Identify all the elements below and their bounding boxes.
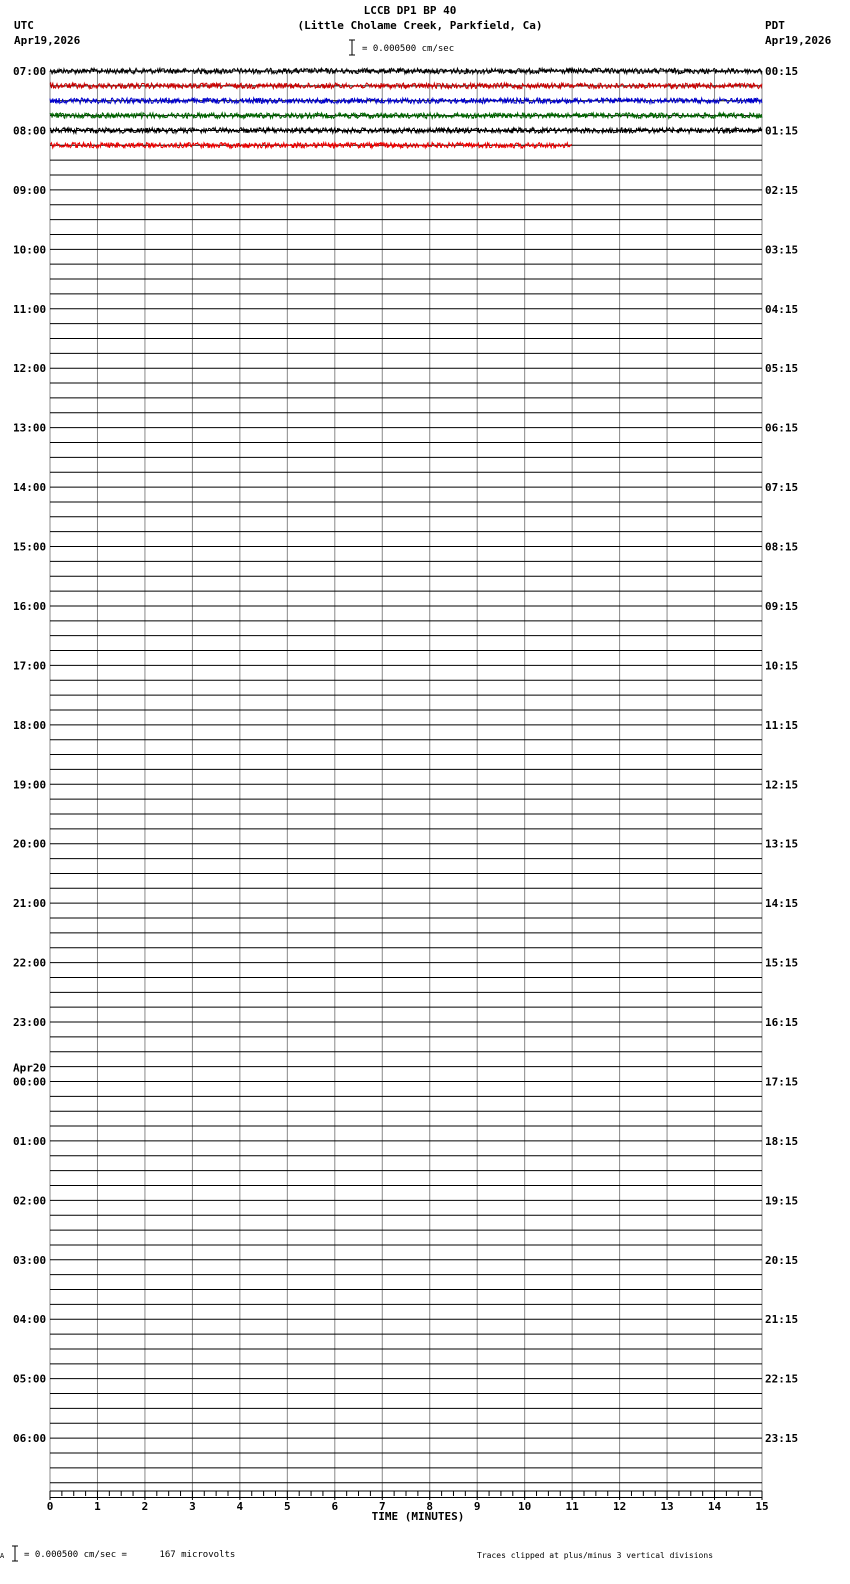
left-time-label: 16:00 — [13, 599, 47, 613]
right-time-label: 03:15 — [765, 243, 799, 257]
right-time-label: 14:15 — [765, 897, 799, 911]
left-time-label: 21:00 — [13, 897, 47, 911]
x-tick-label: 9 — [473, 1500, 481, 1513]
right-time-label: 07:15 — [765, 481, 799, 495]
x-tick-label: 13 — [660, 1500, 674, 1513]
right-time-label: 20:15 — [765, 1253, 799, 1267]
x-tick-label: 15 — [755, 1500, 769, 1513]
left-time-label: 08:00 — [13, 124, 47, 138]
left-time-label: 15:00 — [13, 540, 47, 554]
x-axis-label: TIME (MINUTES) — [371, 1510, 465, 1523]
left-time-label: 06:00 — [13, 1432, 47, 1446]
left-time-label: 05:00 — [13, 1372, 47, 1386]
x-tick-label: 7 — [378, 1500, 386, 1513]
x-tick-label: 4 — [236, 1500, 244, 1513]
right-time-label: 16:15 — [765, 1016, 799, 1030]
trace-line-2 — [50, 98, 762, 104]
left-time-label: 11:00 — [13, 302, 47, 316]
left-time-label: 01:00 — [13, 1134, 47, 1148]
left-time-label: 04:00 — [13, 1313, 47, 1327]
right-time-label: 09:15 — [765, 599, 799, 613]
left-time-label: 13:00 — [13, 421, 47, 435]
chart-subtitle: (Little Cholame Creek, Parkfield, Ca) — [297, 19, 543, 32]
left-timezone-label: UTC — [14, 19, 34, 32]
right-time-label: 19:15 — [765, 1194, 799, 1208]
left-time-label: 02:00 — [13, 1194, 47, 1208]
x-tick-label: 10 — [518, 1500, 532, 1513]
left-time-label: 19:00 — [13, 778, 47, 792]
right-time-label: 15:15 — [765, 956, 799, 970]
chart-title: LCCB DP1 BP 40 — [363, 4, 457, 17]
left-date-label: Apr19,2026 — [14, 34, 81, 47]
footer-scale-note: = 0.000500 cm/sec = 167 microvolts — [24, 1550, 236, 1560]
left-time-label: 20:00 — [13, 837, 47, 851]
footer-scale-bar-icon — [11, 1545, 19, 1563]
footer-clip-note: Traces clipped at plus/minus 3 vertical divisions — [477, 1551, 714, 1560]
right-time-label: 06:15 — [765, 421, 799, 435]
right-time-label: 01:15 — [765, 124, 799, 138]
right-time-label: 02:15 — [765, 183, 799, 197]
right-time-label: 11:15 — [765, 718, 799, 732]
x-tick-label: 2 — [141, 1500, 149, 1513]
footer-scale-prefix: A — [0, 1552, 5, 1560]
x-tick-label: 5 — [284, 1500, 291, 1513]
left-time-label: 03:00 — [13, 1253, 47, 1267]
right-time-label: 04:15 — [765, 302, 799, 316]
right-time-label: 00:15 — [765, 65, 799, 78]
scale-label: = 0.000500 cm/sec — [362, 44, 455, 54]
right-time-label: 05:15 — [765, 362, 799, 376]
left-time-label: 00:00 — [13, 1075, 47, 1089]
right-time-label: 21:15 — [765, 1313, 799, 1327]
right-date-label: Apr19,2026 — [765, 34, 832, 47]
left-time-label: 12:00 — [13, 362, 47, 376]
x-tick-label: 0 — [46, 1500, 54, 1513]
right-time-label: 08:15 — [765, 540, 799, 554]
left-time-label: 09:00 — [13, 183, 47, 197]
x-tick-label: 8 — [426, 1500, 434, 1513]
left-time-label: 14:00 — [13, 481, 47, 495]
right-time-label: 17:15 — [765, 1075, 799, 1089]
left-time-label: 10:00 — [13, 243, 47, 257]
left-time-label: 22:00 — [13, 956, 47, 970]
x-tick-label: 14 — [707, 1500, 722, 1513]
x-tick-label: 12 — [612, 1500, 627, 1513]
left-time-label: 17:00 — [13, 659, 47, 673]
right-time-label: 12:15 — [765, 778, 799, 792]
left-time-label: 18:00 — [13, 718, 47, 732]
left-time-label: 07:00 — [13, 65, 47, 78]
trace-line-5 — [50, 143, 572, 148]
right-timezone-label: PDT — [765, 19, 785, 32]
right-time-label: 23:15 — [765, 1432, 799, 1446]
right-time-label: 22:15 — [765, 1372, 799, 1386]
trace-line-4 — [50, 128, 762, 134]
right-time-label: 10:15 — [765, 659, 799, 673]
x-tick-label: 6 — [331, 1500, 339, 1513]
x-tick-label: 11 — [565, 1500, 579, 1513]
right-time-label: 18:15 — [765, 1134, 799, 1148]
x-tick-label: 3 — [189, 1500, 196, 1513]
right-time-label: 13:15 — [765, 837, 799, 851]
x-tick-label: 1 — [94, 1500, 101, 1513]
left-time-label: 23:00 — [13, 1016, 47, 1030]
left-date-change-label: Apr20 — [13, 1061, 47, 1075]
